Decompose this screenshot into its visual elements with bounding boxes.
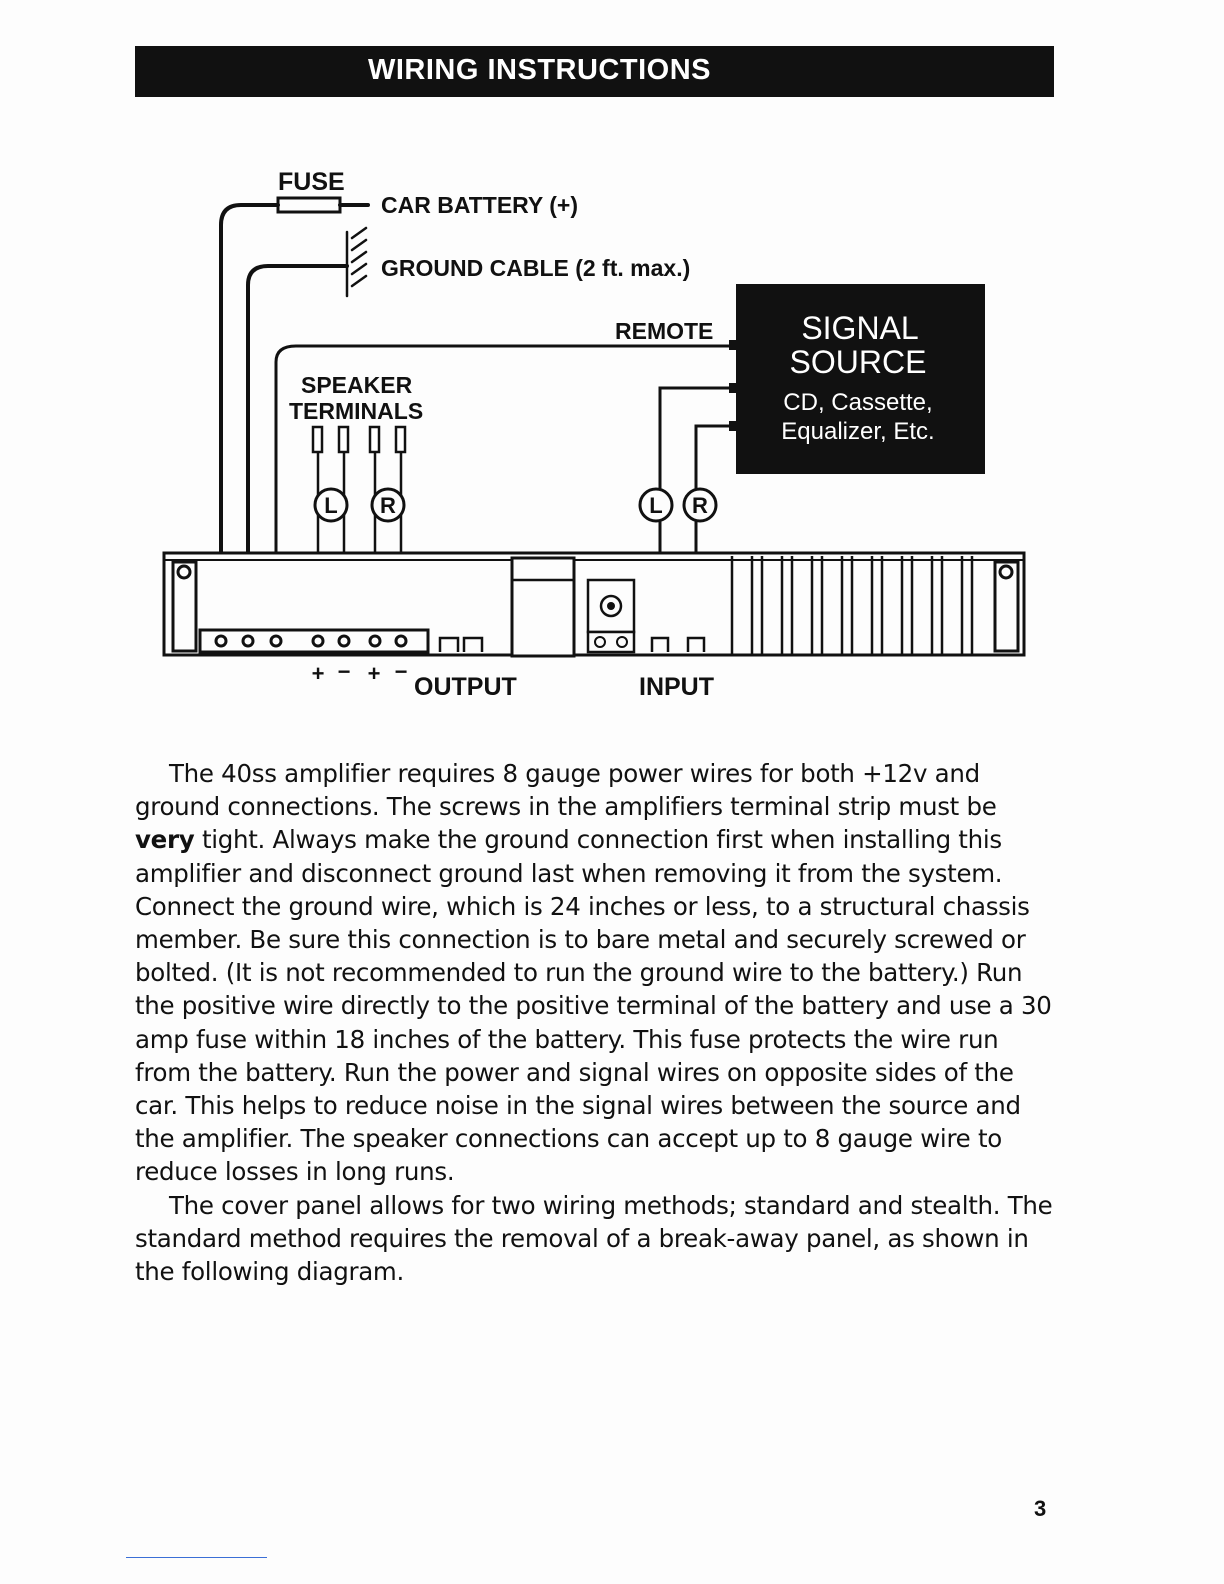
paragraph-1: The 40ss amplifier requires 8 gauge power wires for both +12v and ground connections. The screws in the amplifiers terminal strip must be very tight. Always make the ground connection first when installing this amplifier and disconnect ground last when removing it from the system. Connect the ground wire, which is 24 inches or less, to a structural chassis member. Be sure this connection is to bare metal and securely screwed or bolted. (It is not recommended to run the ground wire to the battery.) Run the positive wire directly to the positive terminal of the battery and use a 30 amp fuse within 18 inches of the battery. This fuse protects the wire run from the battery. Run the power and signal wires on opposite sides of the car. This helps to reduce noise in the signal wires between the source and the amplifier. The speaker connections can accept up to 8 gauge wire to reduce losses in long runs. bbox=[135, 759, 1052, 1187]
paragraph-2: The cover panel allows for two wiring methods; standard and stealth. The standard method requires the removal of a break-away panel, as shown in the following diagram. bbox=[135, 1190, 1053, 1287]
speaker-left-letter: L bbox=[324, 493, 338, 518]
polarity-sign: − bbox=[394, 659, 408, 684]
body-text bbox=[135, 757, 1060, 1288]
speaker-terminals-label-1: SPEAKER bbox=[301, 372, 413, 398]
input-left-letter: L bbox=[649, 493, 663, 518]
signal-source-sub-2: Equalizer, Etc. bbox=[781, 418, 935, 445]
ground-symbol bbox=[347, 228, 366, 296]
polarity-sign: + bbox=[311, 661, 325, 686]
polarity-sign: − bbox=[337, 659, 351, 684]
fuse-symbol bbox=[278, 198, 340, 212]
speaker-right-letter: R bbox=[380, 493, 396, 518]
ground-cable-label: GROUND CABLE (2 ft. max.) bbox=[381, 255, 691, 281]
emphasis-very: very bbox=[135, 825, 195, 855]
battery-label: CAR BATTERY (+) bbox=[381, 192, 578, 218]
wiring-diagram bbox=[0, 0, 1224, 720]
signal-source-sub-1: CD, Cassette, bbox=[783, 389, 933, 416]
speaker-terminal-posts bbox=[313, 427, 405, 452]
input-right-letter: R bbox=[692, 493, 708, 518]
signal-source-title-1: SIGNAL bbox=[801, 310, 919, 346]
page-title: WIRING INSTRUCTIONS bbox=[368, 54, 711, 86]
page-number: 3 bbox=[1034, 1496, 1047, 1521]
amplifier-chassis bbox=[164, 553, 1024, 656]
signal-source-title-2: SOURCE bbox=[789, 344, 927, 380]
fuse-label: FUSE bbox=[278, 168, 345, 196]
output-label: OUTPUT bbox=[414, 673, 517, 701]
remote-label: REMOTE bbox=[615, 318, 714, 344]
polarity-sign: + bbox=[367, 661, 381, 686]
footer-rule bbox=[126, 1557, 267, 1558]
input-label: INPUT bbox=[639, 673, 714, 701]
speaker-terminals-label-2: TERMINALS bbox=[289, 398, 424, 424]
